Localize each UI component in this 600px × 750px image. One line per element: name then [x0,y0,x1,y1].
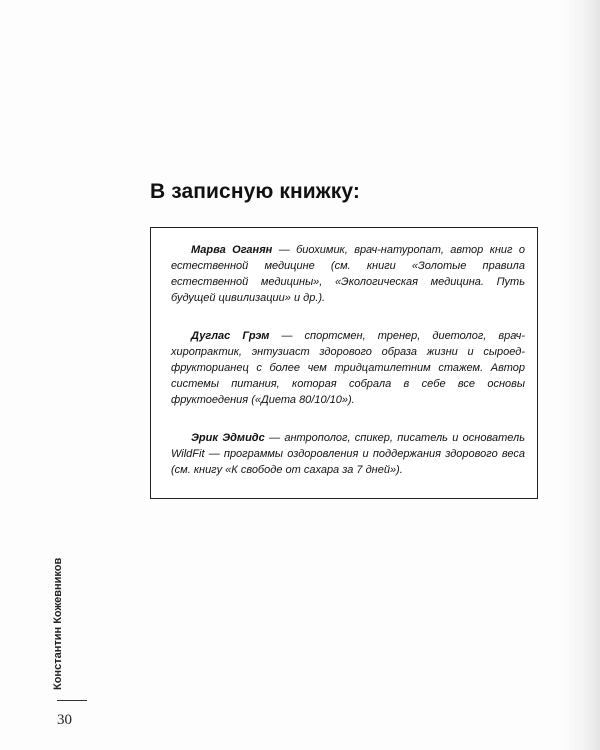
entry-name: Дуглас Грэм [191,330,270,342]
entry-edmeades [171,430,525,478]
footer-divider [57,700,87,701]
entry-text: — спортсмен, тренер, диетолог, врач-хиропрактик, энтузиаст здорового образа жизни и сыроед-фрукторианец с более чем тридцатилетним стажем. Автор системы питания, которая собрала в себе все основы фруктоедения («Диета 80/10/10»). [171,330,525,406]
running-author: Константин Кожевников [52,557,64,690]
entry-name: Марва Оганян [191,244,273,256]
note-box [150,227,538,499]
section-heading: В записную книжку: [150,180,360,203]
entry-text: — антрополог, спикер, писатель и основатель WildFit — программы оздоровления и поддержания здорового веса (см. книгу «К свободе от сахара за 7 дней»). [171,432,525,476]
entry-text: — биохимик, врач-натуропат, автор книг о естественной медицине (см. книги «Золотые правила естественной медицины», «Экологическая медицина. Путь будущей цивилизации» и др.). [171,244,525,304]
page-number: 30 [57,712,72,728]
entry-name: Эрик Эдмидс [191,432,265,444]
page-edge-shadow [560,0,600,750]
entry-graham [171,328,525,408]
entry-oganyan [171,242,525,306]
